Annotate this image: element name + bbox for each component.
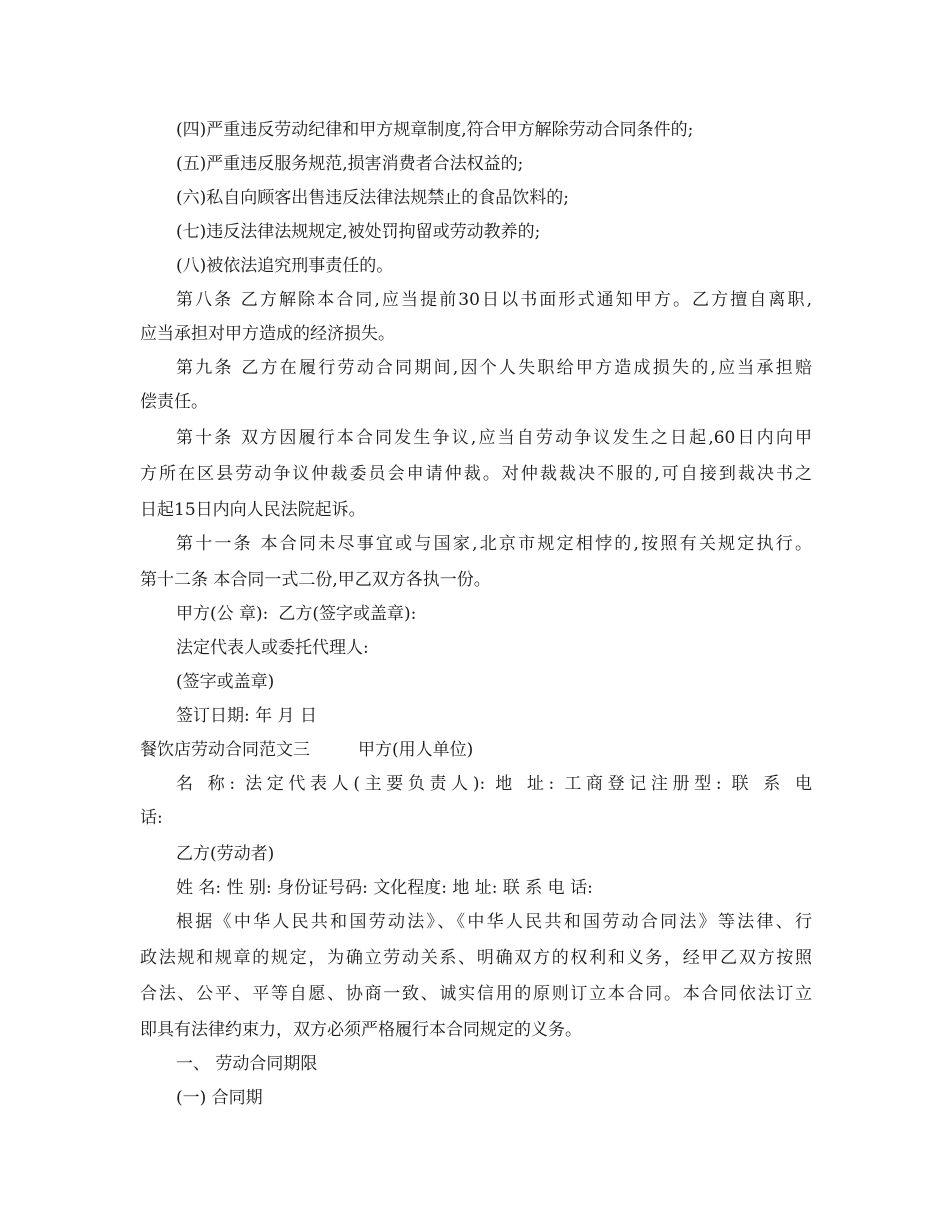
sign-date-label: 签订日期: 年 月 日 — [176, 706, 317, 726]
party-a-employer-label: 甲方(用人单位) — [358, 740, 474, 760]
clause-item-4: (四)严重违反劳动纪律和甲方规章制度,符合甲方解除劳动合同条件的; — [176, 120, 694, 140]
section-1-heading: 一、 劳动合同期限 — [176, 1054, 318, 1074]
article-11: 第十一条 本合同未尽事宜或与国家,北京市规定相悖的,按照有关规定执行。 — [176, 534, 812, 554]
clause-item-8: (八)被依法追究刑事责任的。 — [176, 256, 394, 276]
clause-item-6: (六)私自向顾客出售违反法律法规禁止的食品饮料的; — [176, 188, 569, 208]
preamble-line-2: 政法规和规章的规定，为确立劳动关系、明确双方的权利和义务，经甲乙双方按照 — [140, 948, 812, 968]
clause-item-5: (五)严重违反服务规范,损害消费者合法权益的; — [176, 154, 524, 174]
party-b-worker-label: 乙方(劳动者) — [176, 844, 275, 864]
signature-parties — [176, 602, 812, 626]
preamble-line-1: 根据《中华人民共和国劳动法》、《中华人民共和国劳动合同法》等法律、行 — [176, 912, 812, 932]
party-b-sign-label: 乙方(签字或盖章): — [278, 604, 417, 624]
article-12: 第十二条 本合同一式二份,甲乙双方各执一份。 — [140, 570, 491, 590]
article-8-line-1: 第八条 乙方解除本合同,应当提前30日以书面形式通知甲方。乙方擅自离职, — [176, 290, 812, 310]
preamble-line-4: 即具有法律约束力，双方必须严格履行本合同规定的义务。 — [140, 1020, 582, 1040]
party-a-fields-line-2: 话: — [140, 808, 163, 828]
article-10-line-2: 方所在区县劳动争议仲裁委员会申请仲裁。对仲裁裁决不服的,可自接到裁决书之 — [140, 464, 812, 484]
article-10-line-3: 日起15日内向人民法院起诉。 — [140, 500, 366, 520]
article-10-line-1: 第十条 双方因履行本合同发生争议,应当自劳动争议发生之日起,60日内向甲 — [176, 428, 812, 448]
party-a-seal-label: 甲方(公 章): — [176, 604, 269, 624]
clause-item-7: (七)违反法律法规规定,被处罚拘留或劳动教养的; — [176, 222, 541, 242]
party-b-fields: 姓 名: 性 别: 身份证号码: 文化程度: 地 址: 联 系 电 话: — [176, 878, 593, 898]
preamble-line-3: 合法、公平、平等自愿、协商一致、诚实信用的原则订立本合同。本合同依法订立 — [140, 984, 812, 1004]
section-1-subheading: (一) 合同期 — [176, 1088, 263, 1108]
representative-label: 法定代表人或委托代理人: — [176, 638, 369, 658]
sign-or-seal-label: (签字或盖章) — [176, 672, 275, 692]
article-8-line-2: 应当承担对甲方造成的经济损失。 — [140, 324, 395, 344]
article-9-line-1: 第九条 乙方在履行劳动合同期间,因个人失职给甲方造成损失的,应当承担赔 — [176, 358, 812, 378]
article-9-line-2: 偿责任。 — [140, 392, 208, 412]
sample-3-title: 餐饮店劳动合同范文三 — [140, 740, 310, 760]
sample-3-heading — [140, 738, 812, 762]
party-a-fields-line-1: 名 称: 法定代表人(主要负责人): 地 址: 工商登记注册型: 联 系 电 — [176, 774, 812, 794]
